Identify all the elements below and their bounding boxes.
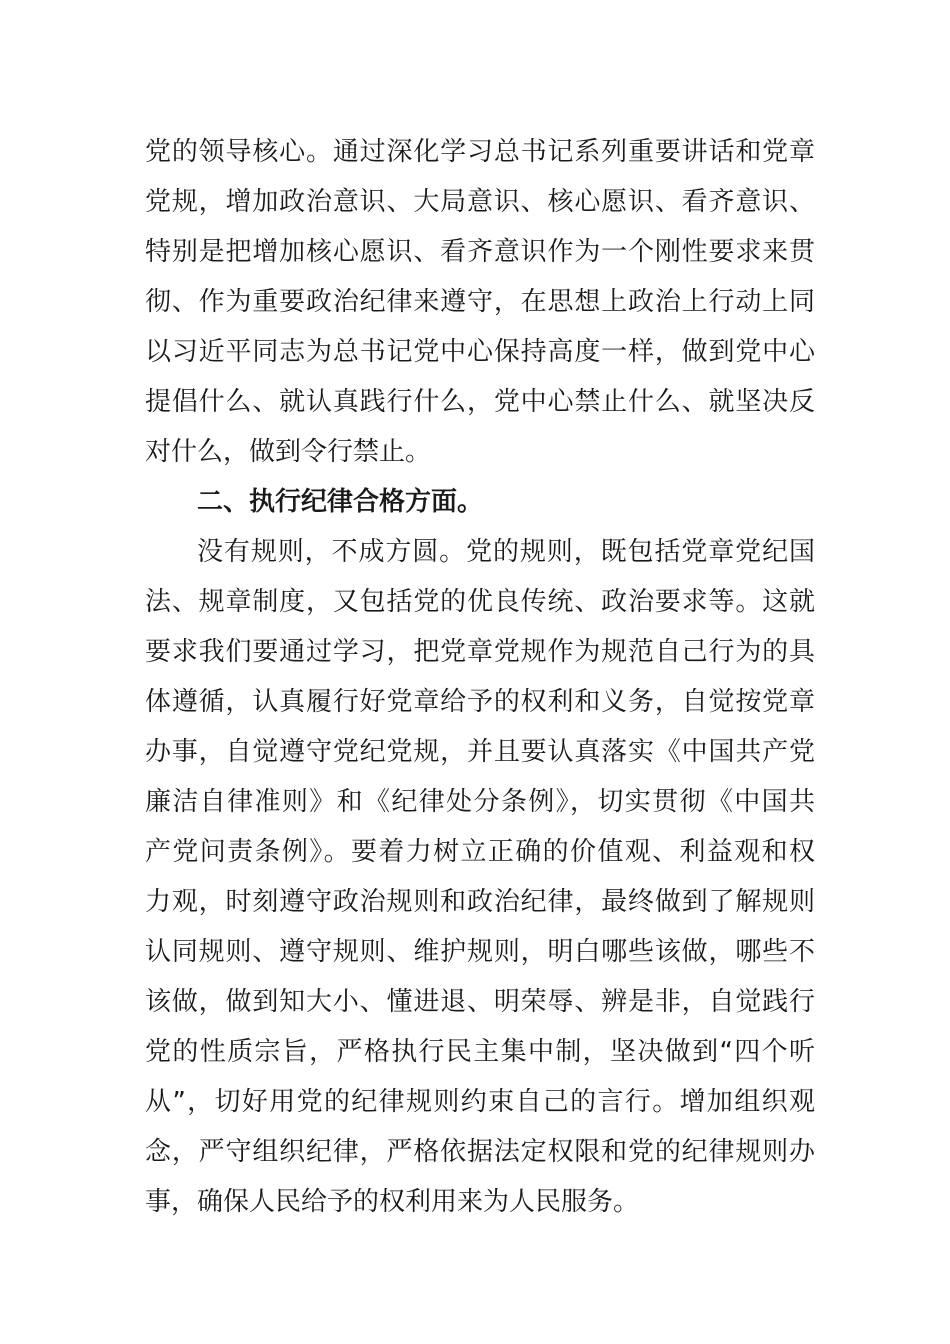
text-line: 认同规则、遵守规则、维护规则，明白哪些该做，哪些不 [145,937,815,967]
text-line: 念，严守组织纪律，严格依据法定权限和党的纪律规则办 [145,1137,815,1167]
text-line: 从”，切好用党的纪律规则约束自己的言行。增加组织观 [145,1087,815,1117]
section-heading: 二、执行纪律合格方面。 [197,487,484,517]
text-line: 彻、作为重要政治纪律来遵守，在思想上政治上行动上同 [145,287,815,317]
text-line: 廉洁自律准则》和《纪律处分条例》，切实贯彻《中国共 [145,787,815,817]
paragraph-first-line: 没有规则，不成方圆。党的规则，既包括党章党纪国 [197,537,815,567]
text-line: 该做，做到知大小、懂进退、明荣辱、辨是非，自觉践行 [145,987,815,1017]
text-line: 以习近平同志为总书记党中心保持高度一样，做到党中心 [145,337,815,367]
text-line: 办事，自觉遵守党纪党规，并且要认真落实《中国共产党 [145,737,815,767]
text-line: 对什么，做到令行禁止。 [145,437,432,467]
text-line: 特别是把增加核心愿识、看齐意识作为一个刚性要求来贯 [145,237,815,267]
text-line: 党的性质宗旨，严格执行民主集中制，坚决做到“四个听 [145,1037,815,1067]
text-line: 提倡什么、就认真践行什么，党中心禁止什么、就坚决反 [145,387,815,417]
text-line: 党的领导核心。通过深化学习总书记系列重要讲话和党章 [145,137,815,167]
text-line: 法、规章制度，又包括党的优良传统、政治要求等。这就 [145,587,815,617]
text-line: 事，确保人民给予的权利用来为人民服务。 [145,1187,640,1217]
text-line: 产党问责条例》。要着力树立正确的价值观、利益观和权 [145,837,815,867]
text-line: 要求我们要通过学习，把党章党规作为规范自己行为的具 [145,637,815,667]
text-line: 党规，增加政治意识、大局意识、核心愿识、看齐意识、 [145,187,815,217]
text-line: 力观，时刻遵守政治规则和政治纪律，最终做到了解规则 [145,887,815,917]
text-line: 体遵循，认真履行好党章给予的权利和义务，自觉按党章 [145,687,815,717]
